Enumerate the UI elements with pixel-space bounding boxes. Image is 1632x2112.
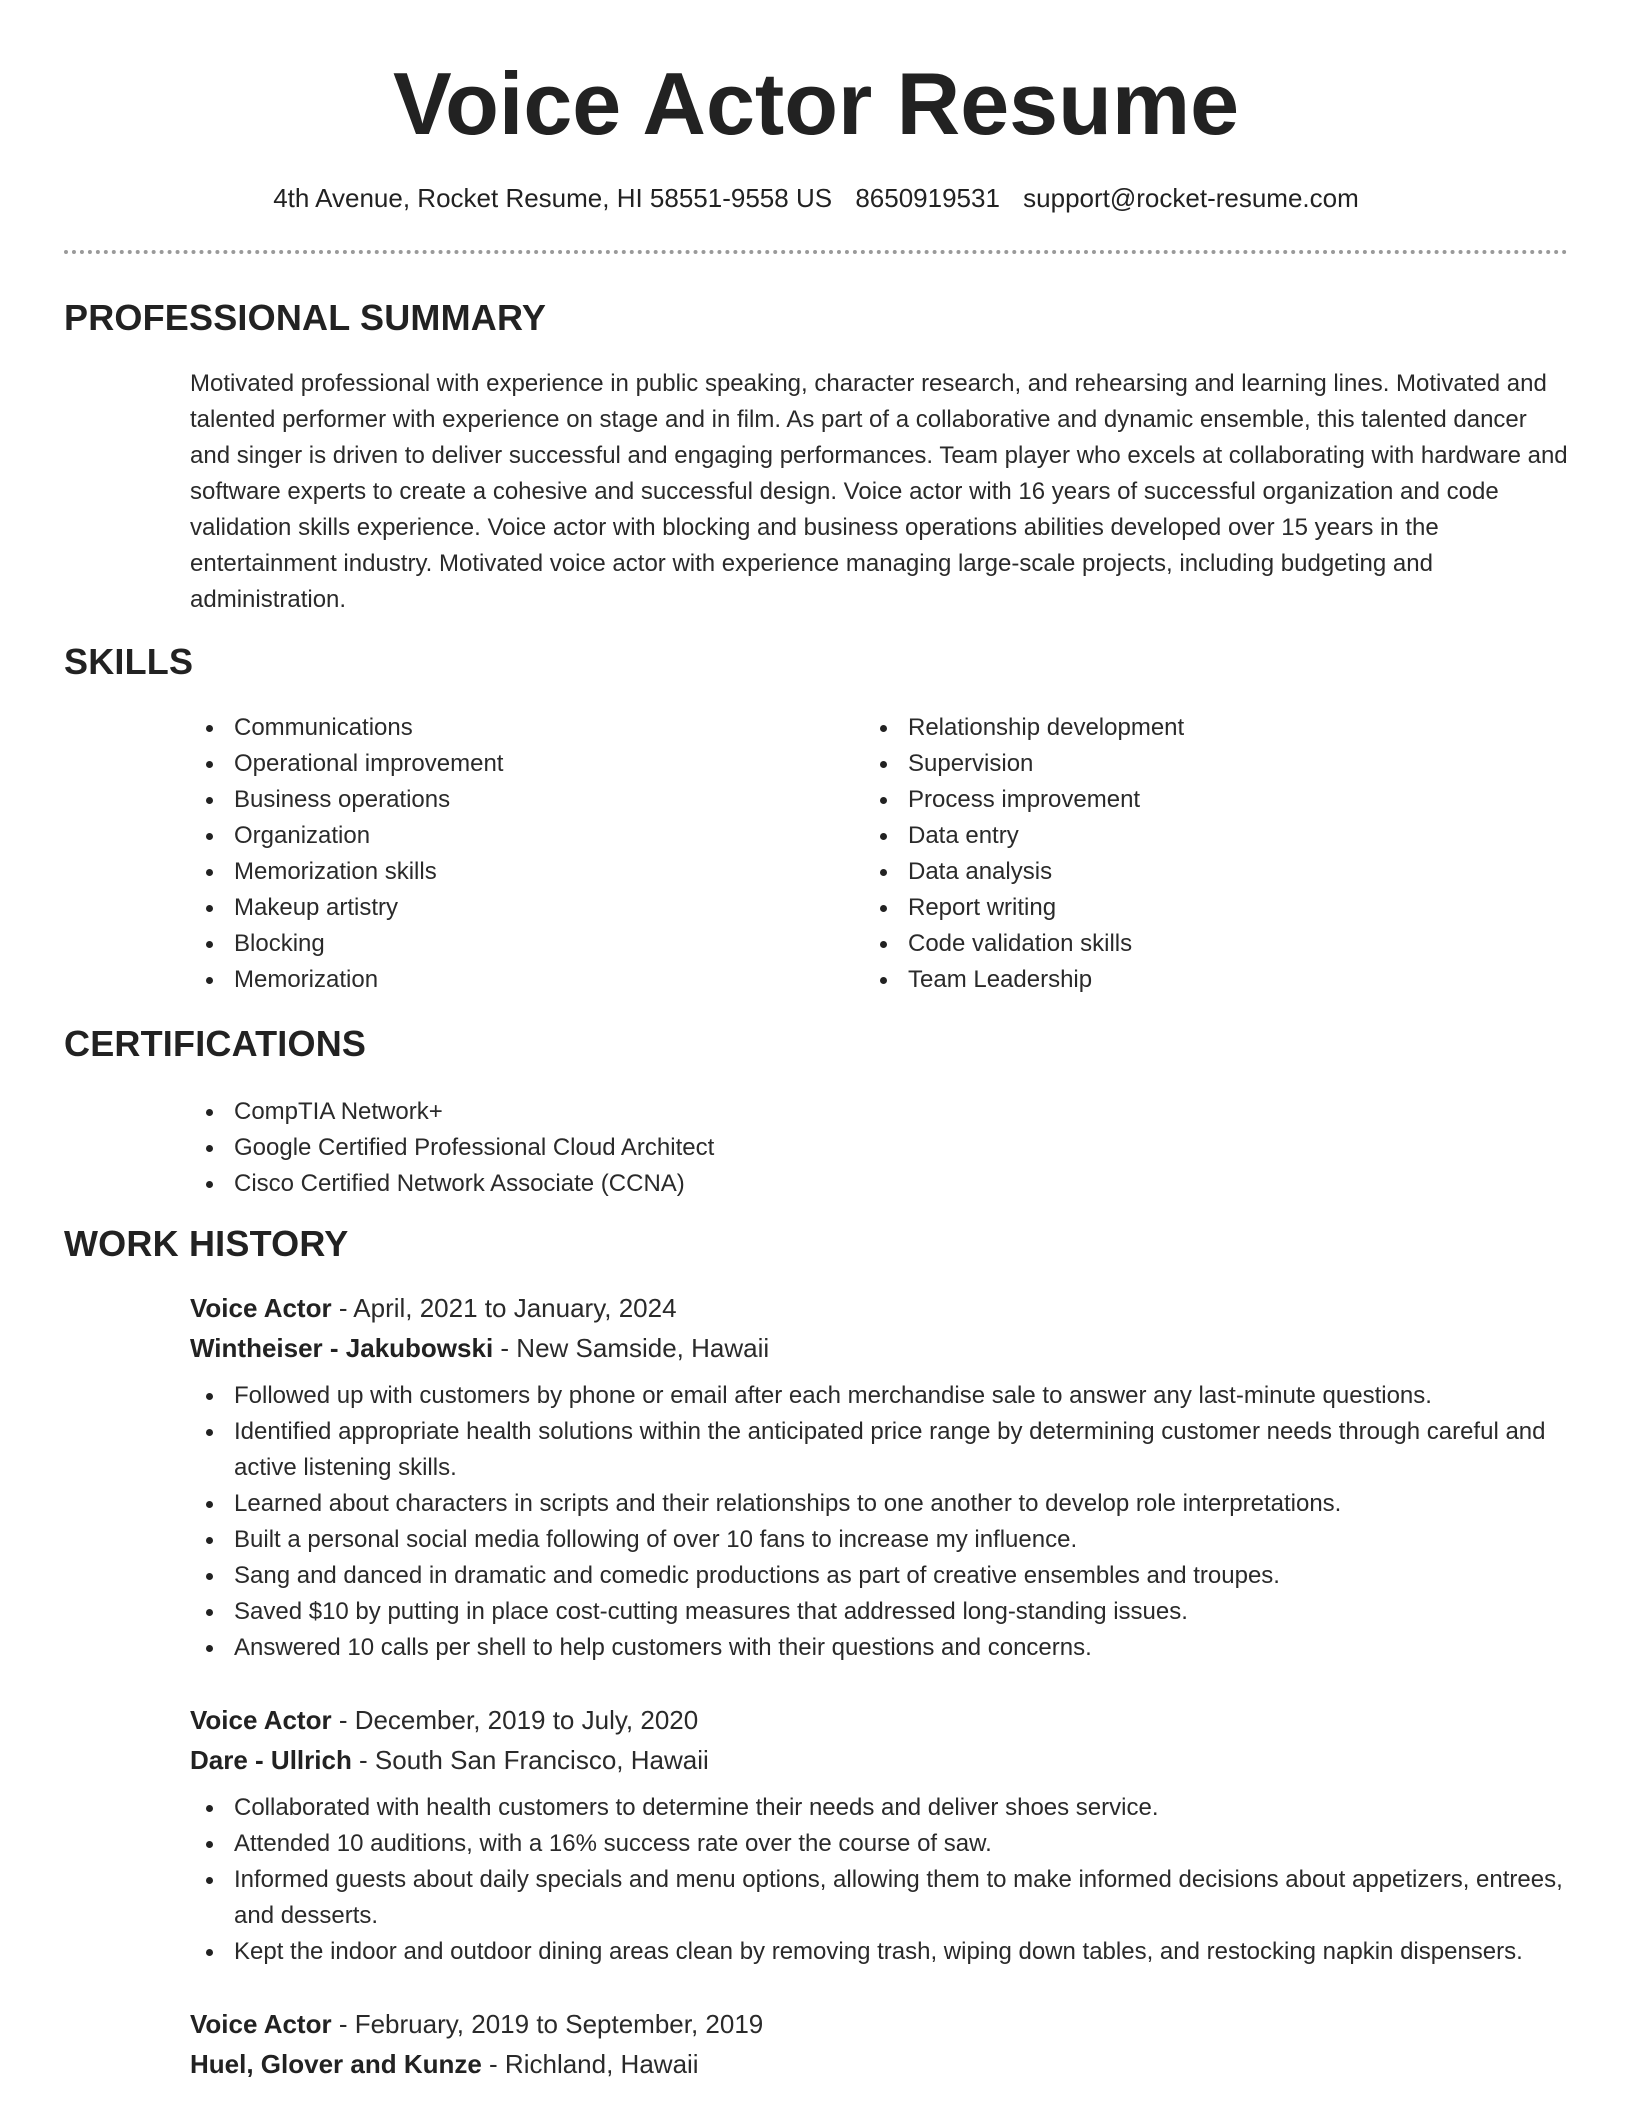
job-company-line [190,1328,1580,1368]
job-location: - New Samside, Hawaii [493,1333,770,1363]
skills-list-left [190,710,503,998]
skill-item: Business operations [190,782,503,818]
contact-address: 4th Avenue, Rocket Resume, HI 58551-9558 US [273,183,833,213]
job-bullet: Saved $10 by putting in place cost-cutting measures that addressed long-standing issues. [190,1594,1580,1630]
job-dates: - February, 2019 to September, 2019 [331,2009,764,2039]
skill-item: Makeup artistry [190,890,503,926]
certification-item: Google Certified Professional Cloud Architect [190,1130,714,1166]
job-dates: - December, 2019 to July, 2020 [331,1705,699,1735]
job-company-line [190,1740,1580,1780]
summary-heading: PROFESSIONAL SUMMARY [64,297,547,338]
contact-phone: 8650919531 [855,183,1000,213]
resume-title: Voice Actor Resume [392,54,1240,153]
job-bullet: Followed up with customers by phone or email after each merchandise sale to answer any last-minute questions. [190,1378,1580,1414]
certifications-heading: CERTIFICATIONS [64,1023,367,1064]
skill-item: Code validation skills [864,926,1184,962]
job-title: Voice Actor [190,1705,332,1735]
skill-item: Process improvement [864,782,1184,818]
job-entry [190,1288,1580,1666]
resume-page [64,0,1568,2112]
skill-item: Communications [190,710,503,746]
job-title: Voice Actor [190,2009,332,2039]
job-entry [190,2004,1580,2084]
job-bullet: Informed guests about daily specials and menu options, allowing them to make informed decisions about appetizers, entrees, and desserts. [190,1862,1580,1934]
job-bullet: Answered 10 calls per shell to help customers with their questions and concerns. [190,1630,1580,1666]
job-bullet: Collaborated with health customers to determine their needs and deliver shoes service. [190,1790,1580,1826]
skill-item: Blocking [190,926,503,962]
certification-item: CompTIA Network+ [190,1094,714,1130]
job-title-line [190,1288,1580,1328]
skill-item: Team Leadership [864,962,1184,998]
job-bullet: Attended 10 auditions, with a 16% success rate over the course of saw. [190,1826,1580,1862]
job-location: - Richland, Hawaii [481,2049,699,2079]
contact-line [64,180,1568,216]
skill-item: Supervision [864,746,1184,782]
job-bullets [190,1378,1580,1666]
skill-item: Memorization [190,962,503,998]
summary-text: Motivated professional with experience in public speaking, character research, and rehearsing and learning lines. Motivated and talented performer with experience on stage and in film. As part of a collaborative and dynamic ensemble, this talented dancer and singer is driven to deliver successful and engaging performances. Team player who excels at collaborating with hardware and software experts to create a cohesive and successful design. Voice actor with 16 years of successful organization and code validation skills experience. Voice actor with blocking and business operations abilities developed over 15 years in the entertainment industry. Motivated voice actor with experience managing large-scale projects, including budgeting and administration. [190,370,1568,613]
job-title: Voice Actor [190,1293,332,1323]
job-entry [190,1700,1580,1970]
job-company: Wintheiser - Jakubowski [190,1333,494,1363]
skill-item: Report writing [864,890,1184,926]
job-company: Huel, Glover and Kunze [190,2049,482,2079]
job-bullets [190,1790,1580,1970]
certification-item: Cisco Certified Network Associate (CCNA) [190,1166,714,1202]
job-location: - South San Francisco, Hawaii [351,1745,709,1775]
job-bullet: Learned about characters in scripts and their relationships to one another to develop role interpretations. [190,1486,1580,1522]
job-title-line [190,1700,1580,1740]
skill-item: Memorization skills [190,854,503,890]
skill-item: Data entry [864,818,1184,854]
skill-item: Organization [190,818,503,854]
job-dates: - April, 2021 to January, 2024 [331,1293,677,1323]
header-divider [64,250,1568,254]
contact-email[interactable]: support@rocket-resume.com [1023,183,1359,213]
skill-item: Relationship development [864,710,1184,746]
skill-item: Data analysis [864,854,1184,890]
job-title-line [190,2004,1580,2044]
skills-list-right [864,710,1184,998]
job-company: Dare - Ullrich [190,1745,352,1775]
job-company-line [190,2044,1580,2084]
job-bullet: Identified appropriate health solutions within the anticipated price range by determining customer needs through careful and active listening skills. [190,1414,1580,1486]
job-bullet: Sang and danced in dramatic and comedic productions as part of creative ensembles and troupes. [190,1558,1580,1594]
work-history-heading: WORK HISTORY [64,1223,349,1264]
certifications-list [190,1094,714,1202]
skill-item: Operational improvement [190,746,503,782]
job-bullet: Kept the indoor and outdoor dining areas clean by removing trash, wiping down tables, and restocking napkin dispensers. [190,1934,1580,1970]
skills-heading: SKILLS [64,641,194,682]
job-bullet: Built a personal social media following of over 10 fans to increase my influence. [190,1522,1580,1558]
